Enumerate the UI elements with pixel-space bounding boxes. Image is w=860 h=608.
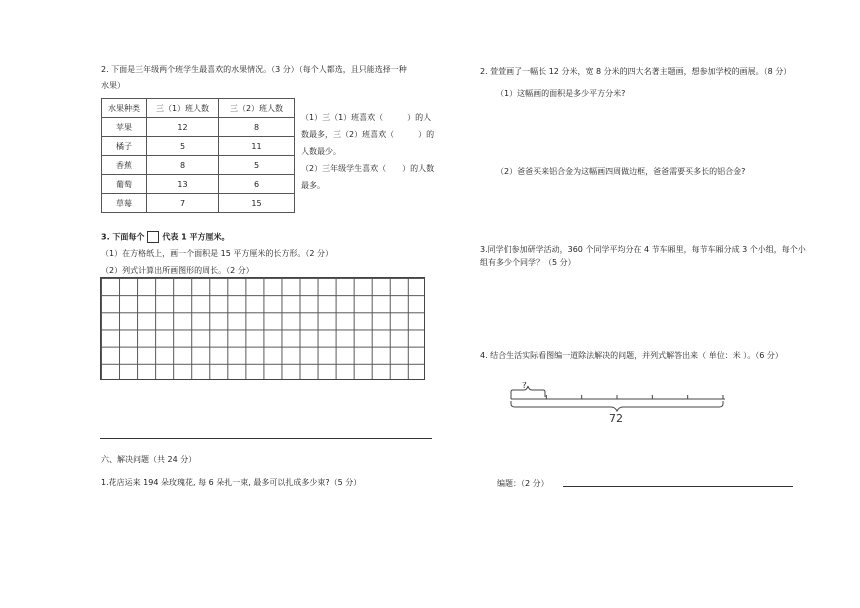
table-cell: 8 <box>219 118 295 137</box>
fruit-table <box>101 98 295 213</box>
table-cell: 草莓 <box>102 194 147 213</box>
q2-side-line: 最多。 <box>301 181 325 190</box>
compose-label: 编题：（2 分） <box>497 479 549 488</box>
table-row <box>102 118 295 137</box>
table-cell: 8 <box>147 156 219 175</box>
table-cell: 13 <box>147 175 219 194</box>
q3-title-a: 3. 下面每个 <box>101 232 145 242</box>
table-row <box>102 175 295 194</box>
table-cell: 11 <box>219 137 295 156</box>
table-cell: 6 <box>219 175 295 194</box>
table-header: 水果种类 <box>102 99 147 118</box>
problem2-part1: （1）这幅画的面积是多少平方分米? <box>496 89 626 98</box>
segment-diagram <box>505 382 735 428</box>
problem2-part2: （2）爸爸买来铝合金为这幅画四周做边框，爸爸需要买多长的铝合金? <box>496 167 746 176</box>
square-grid-paper[interactable] <box>100 277 425 380</box>
segment-ticks <box>511 395 723 399</box>
table-cell: 5 <box>219 156 295 175</box>
q2-side-line: 数最多，三（2）班喜欢（ ）的 <box>301 130 435 139</box>
table-cell: 苹果 <box>102 118 147 137</box>
problem3-line1: 3.同学们参加研学活动，360 个同学平均分在 4 节车厢里，每节车厢分成 3 个小组，每个小 <box>480 245 806 254</box>
table-row <box>102 194 295 213</box>
unit-square-icon <box>147 231 159 243</box>
q2-title-line2: 水果） <box>101 81 125 90</box>
question-brace <box>511 386 545 397</box>
problem3-line2: 组有多少个同学？（5 分） <box>480 258 576 267</box>
q3-sub2: （2）列式计算出所画图形的周长。（2 分） <box>101 266 254 275</box>
problem4-text: 4. 结合生活实际看图编一道除法解决的问题，并列式解答出来（ 单位：米 ）。（6 分） <box>480 351 783 360</box>
problem1-text: 1.花店运来 194 朵玫瑰花, 每 6 朵扎一束, 最多可以扎成多少束?（5 分） <box>101 478 362 487</box>
divider-line <box>100 438 432 439</box>
table-row <box>102 137 295 156</box>
table-cell: 5 <box>147 137 219 156</box>
table-cell: 12 <box>147 118 219 137</box>
total-brace <box>511 401 723 411</box>
q2-title-line1: 2. 下面是三年级两个班学生最喜欢的水果情况。（3 分）（每个人都选，且只能选择一种 <box>101 65 407 74</box>
table-cell: 香蕉 <box>102 156 147 175</box>
q3-sub1: （1）在方格纸上，画一个面积是 15 平方厘米的长方形。（2 分） <box>101 249 333 258</box>
table-row <box>102 156 295 175</box>
q3-title <box>101 231 230 243</box>
total-label: 72 <box>609 412 623 425</box>
table-cell: 葡萄 <box>102 175 147 194</box>
table-header-row <box>102 99 295 118</box>
compose-answer-line[interactable] <box>563 486 793 487</box>
q3-title-b: 代表 1 平方厘米。 <box>162 232 230 242</box>
problem2-text: 2. 萱萱画了一幅长 12 分米，宽 8 分米的四大名著主题画，想参加学校的画展。（8 分） <box>480 67 792 76</box>
table-cell: 7 <box>147 194 219 213</box>
table-header: 三（2）班人数 <box>219 99 295 118</box>
table-header: 三（1）班人数 <box>147 99 219 118</box>
q2-side-line: （1）三（1）班喜欢（ ）的人 <box>301 113 432 122</box>
table-cell: 15 <box>219 194 295 213</box>
question-mark: ? <box>522 382 527 391</box>
table-cell: 橘子 <box>102 137 147 156</box>
section6-title: 六、解决问题（共 24 分） <box>101 455 197 464</box>
q2-side-line: （2）三年级学生喜欢（ ）的人数 <box>301 164 435 173</box>
q2-side-line: 人数最少。 <box>301 147 341 156</box>
